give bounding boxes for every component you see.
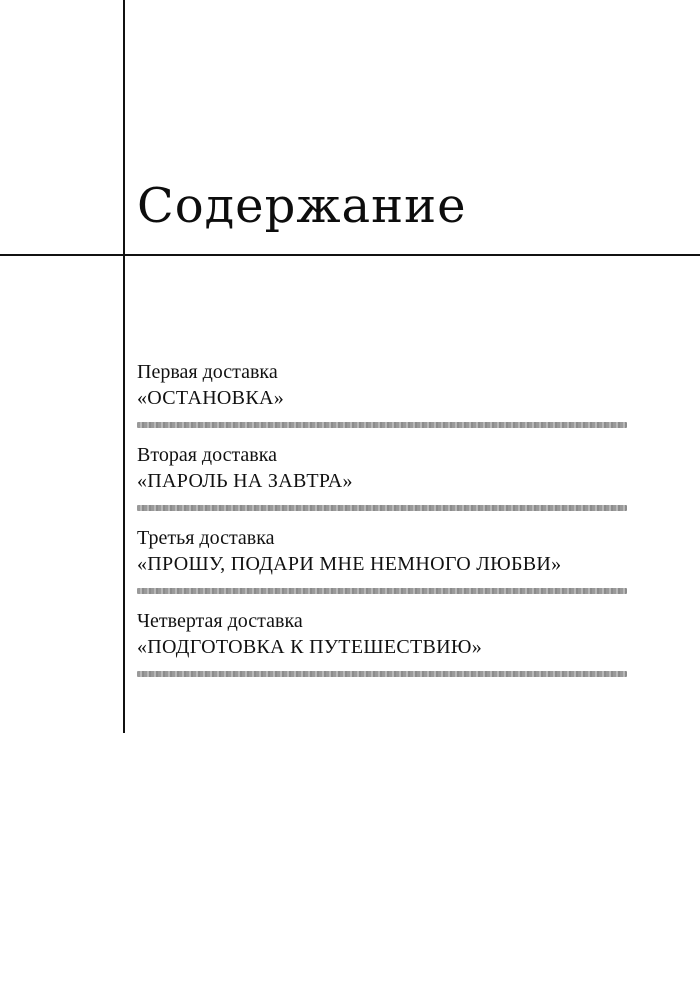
table-of-contents <box>137 360 627 692</box>
toc-entry-label: Четвертая доставка <box>137 610 303 632</box>
toc-entry-label: Третья доставка <box>137 527 275 549</box>
toc-entry-1[interactable] <box>137 360 627 443</box>
toc-entry-2[interactable] <box>137 443 627 526</box>
toc-entry-title: «ОСТАНОВКА» <box>137 387 285 409</box>
horizontal-rule <box>0 254 700 256</box>
toc-entry-label: Первая доставка <box>137 361 278 383</box>
vertical-rule <box>123 0 125 733</box>
toc-entry-label: Вторая доставка <box>137 444 278 466</box>
toc-divider <box>137 671 627 677</box>
toc-entry-title: «ПРОШУ, ПОДАРИ МНЕ НЕМНОГО ЛЮБВИ» <box>137 553 562 575</box>
toc-divider <box>137 588 627 594</box>
toc-entry-3[interactable] <box>137 526 627 609</box>
toc-entry-title: «ПАРОЛЬ НА ЗАВТРА» <box>137 470 353 492</box>
toc-divider <box>137 422 627 428</box>
page-title: Содержание <box>137 178 467 234</box>
toc-entry-4[interactable] <box>137 609 627 692</box>
toc-entry-title: «ПОДГОТОВКА К ПУТЕШЕСТВИЮ» <box>137 636 483 658</box>
toc-divider <box>137 505 627 511</box>
